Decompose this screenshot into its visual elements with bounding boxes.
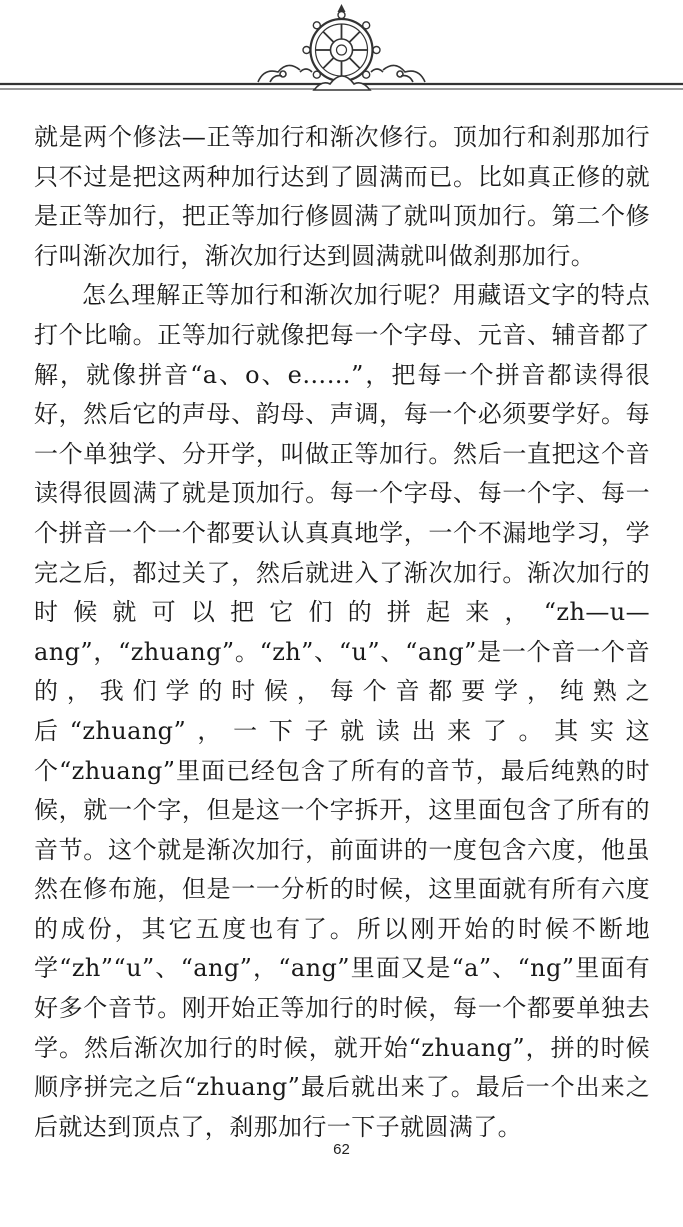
page-header-ornament [0, 0, 683, 110]
page-number: 62 [333, 1141, 350, 1158]
dharma-wheel-emblem-icon [0, 0, 683, 110]
body-text [34, 118, 650, 1147]
paragraph-analogy: 怎么理解正等加行和渐次加行呢？用藏语文字的特点打个比喻。正等加行就像把每一个字母、元音、辅音都了解，就像拼音“a、o、e……”，把每一个拼音都读得很好，然后它的声母、韵母、声调，每一个必须要学好。每一个单独学、分开学，叫做正等加行。然后一直把这个音读得很圆满了就是顶加行。每一个字母、每一个字、每一个拼音一个一个都要认认真真地学，一个不漏地学习，学完之后，都过关了，然后就进入了渐次加行。渐次加行的时候就可以把它们的拼起来，“zh—u—ang”，“zhuang”。“zh”、“u”、“ang”是一个音一个音的，我们学的时候，每个音都要学，纯熟之后“zhuang”，一下子就读出来了。其实这个“zhuang”里面已经包含了所有的音节，最后纯熟的时候，就一个字，但是这一个字拆开，这里面包含了所有的音节。这个就是渐次加行，前面讲的一度包含六度，他虽然在修布施，但是一一分析的时候，这里面就有所有六度的成份，其它五度也有了。所以刚开始的时候不断地学“zh”“u”、“ang”，“ang”里面又是“a”、“ng”里面有好多个音节。刚开始正等加行的时候，每一个都要单独去学。然后渐次加行的时候，就开始“zhuang”，拼的时候顺序拼完之后“zhuang”最后就出来了。最后一个出来之后就达到顶点了，刹那加行一下子就圆满了。 [34, 281, 650, 1141]
paragraph-continued: 就是两个修法—正等加行和渐次修行。顶加行和刹那加行只不过是把这两种加行达到了圆满而已。比如真正修的就是正等加行，把正等加行修圆满了就叫顶加行。第二个修行叫渐次加行，渐次加行达到圆满就叫做刹那加行。 [34, 123, 650, 270]
